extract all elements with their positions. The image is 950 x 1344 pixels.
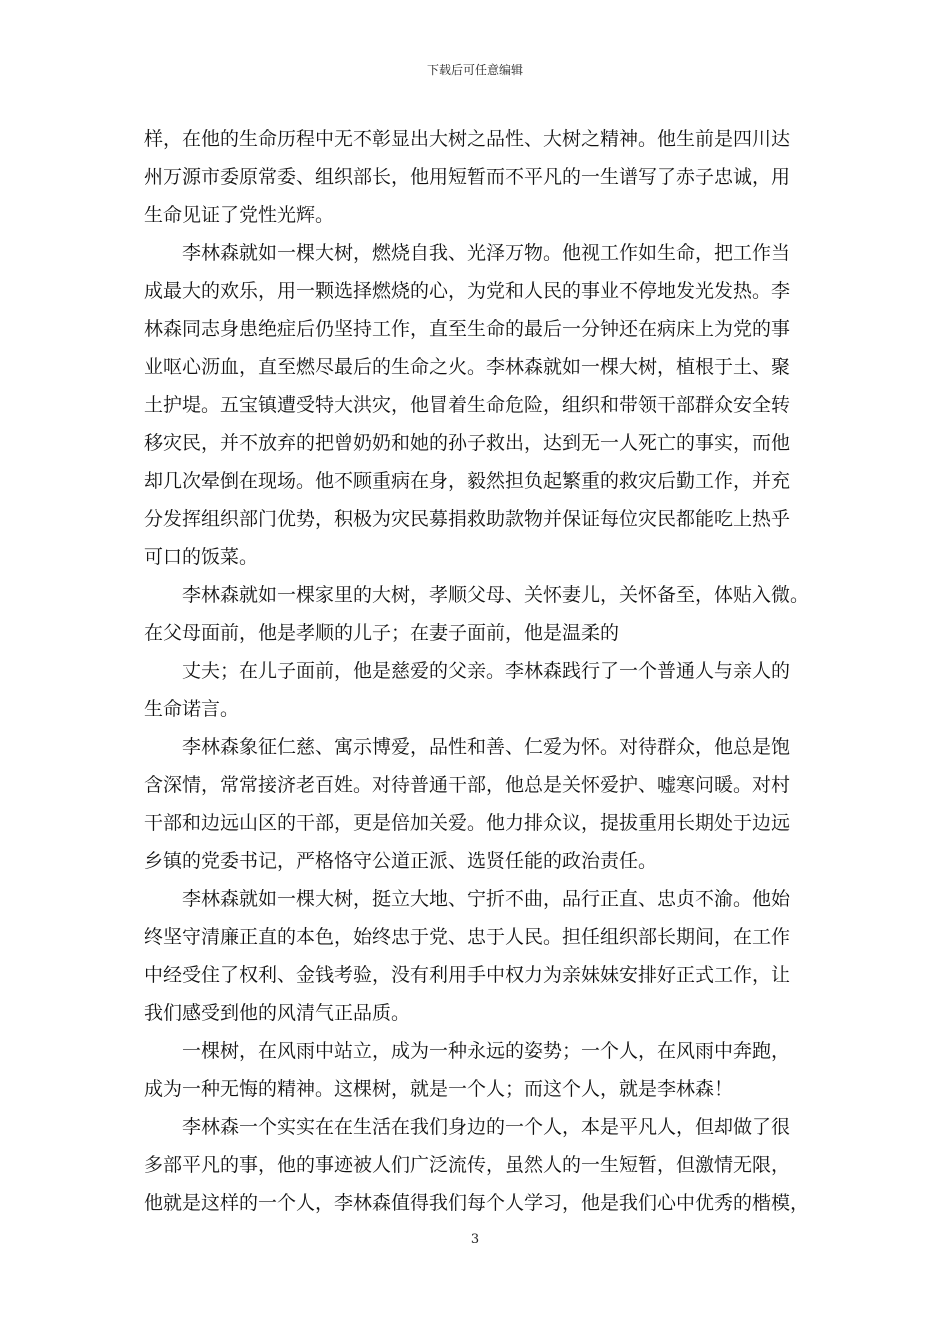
text-line: 移灾民，并不放弃的把曾奶奶和她的孙子救出，达到无一人死亡的事实，而他 bbox=[144, 432, 791, 454]
document-body bbox=[144, 120, 820, 1222]
text-line: 分发挥组织部门优势，积极为灾民募捐救助款物并保证每位灾民都能吃上热乎 bbox=[144, 508, 791, 530]
text-line: 却几次晕倒在现场。他不顾重病在身，毅然担负起繁重的救灾后勤工作，并充 bbox=[144, 470, 791, 492]
text-line: 中经受住了权利、金钱考验，没有利用手中权力为亲妹妹安排好正式工作，让 bbox=[144, 964, 791, 986]
page-number-text: 3 bbox=[470, 1232, 480, 1247]
text-line: 生命诺言。 bbox=[144, 698, 240, 720]
text-line: 成为一种无悔的精神。这棵树，就是一个人；而这个人，就是李林森！ bbox=[144, 1078, 734, 1100]
text-line: 乡镇的党委书记，严格恪守公道正派、选贤任能的政治责任。 bbox=[144, 850, 658, 872]
text-line: 一棵树，在风雨中站立，成为一种永远的姿势；一个人，在风雨中奔跑， bbox=[182, 1040, 791, 1062]
text-line: 多部平凡的事，他的事迹被人们广泛流传，虽然人的一生短暂，但激情无限， bbox=[144, 1154, 791, 1176]
text-line: 州万源市委原常委、组织部长，他用短暂而不平凡的一生谱写了赤子忠诚，用 bbox=[144, 166, 791, 188]
text-line: 丈夫；在儿子面前，他是慈爱的父亲。李林森践行了一个普通人与亲人的 bbox=[182, 660, 791, 682]
text-line: 终坚守清廉正直的本色，始终忠于党、忠于人民。担任组织部长期间，在工作 bbox=[144, 926, 791, 948]
text-line: 他就是这样的一个人，李林森值得我们每个人学习，他是我们心中优秀的楷模， bbox=[144, 1192, 810, 1214]
header-text: 下载后可任意编辑 bbox=[426, 63, 523, 77]
text-line: 含深情，常常接济老百姓。对待普通干部，他总是关怀爱护、嘘寒问暖。对村 bbox=[144, 774, 791, 796]
text-line: 在父母面前，他是孝顺的儿子；在妻子面前，他是温柔的 bbox=[144, 622, 620, 644]
text-line: 李林森就如一棵家里的大树，孝顺父母、关怀妻儿，关怀备至，体贴入微。 bbox=[182, 584, 810, 606]
text-line: 林森同志身患绝症后仍坚持工作，直至生命的最后一分钟还在病床上为党的事 bbox=[144, 318, 791, 340]
text-line: 生命见证了党性光辉。 bbox=[144, 204, 335, 226]
text-line: 样，在他的生命历程中无不彰显出大树之品性、大树之精神。他生前是四川达 bbox=[144, 128, 791, 150]
text-line: 李林森就如一棵大树，燃烧自我、光泽万物。他视工作如生命，把工作当 bbox=[182, 242, 791, 264]
text-line: 业呕心沥血，直至燃尽最后的生命之火。李林森就如一棵大树，植根于土、聚 bbox=[144, 356, 791, 378]
text-line: 可口的饭菜。 bbox=[144, 546, 259, 568]
text-line: 干部和边远山区的干部，更是倍加关爱。他力排众议，提拔重用长期处于边远 bbox=[144, 812, 791, 834]
text-line: 李林森象征仁慈、寓示博爱，品性和善、仁爱为怀。对待群众，他总是饱 bbox=[182, 736, 791, 758]
text-line: 我们感受到他的风清气正品质。 bbox=[144, 1002, 411, 1024]
text-line: 李林森就如一棵大树，挺立大地、宁折不曲，品行正直、忠贞不渝。他始 bbox=[182, 888, 791, 910]
text-line: 土护堤。五宝镇遭受特大洪灾，他冒着生命危险，组织和带领干部群众安全转 bbox=[144, 394, 791, 416]
text-line: 李林森一个实实在在生活在我们身边的一个人，本是平凡人，但却做了很 bbox=[182, 1116, 791, 1138]
page-number bbox=[0, 1232, 950, 1248]
text-line: 成最大的欢乐，用一颗选择燃烧的心，为党和人民的事业不停地发光发热。李 bbox=[144, 280, 791, 302]
page-header bbox=[0, 62, 950, 78]
